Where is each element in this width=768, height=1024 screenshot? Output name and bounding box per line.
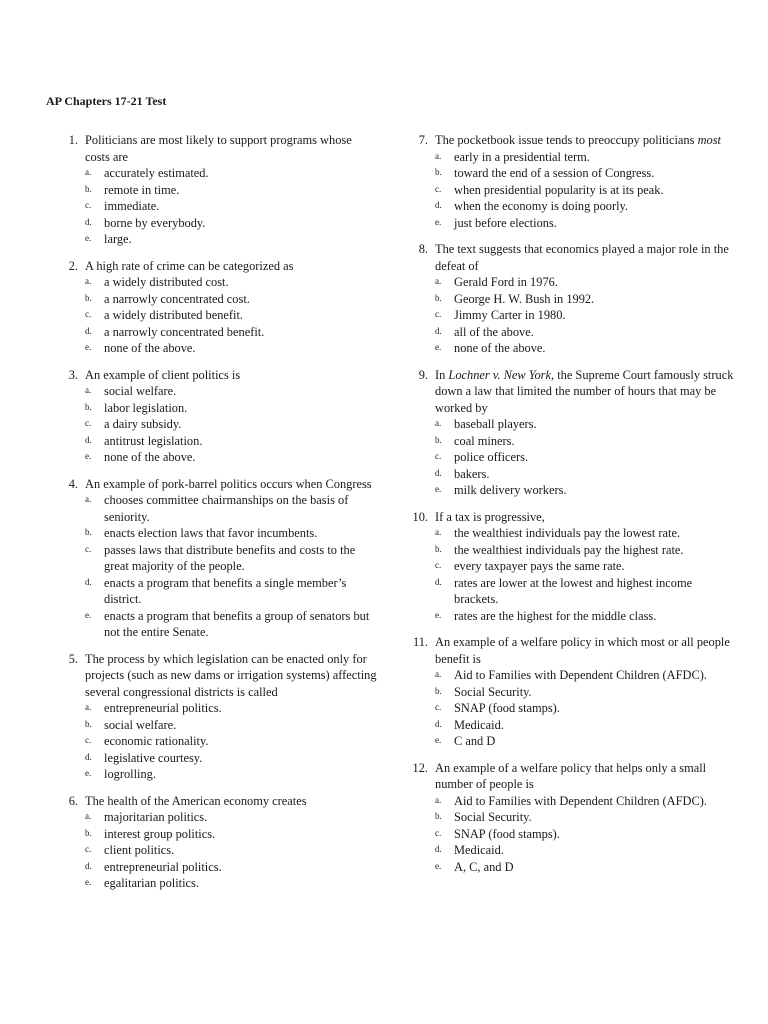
option-letter: c. [85,418,92,428]
question-4 [58,476,378,641]
option-text: majoritarian politics. [104,810,208,824]
option-text: Aid to Families with Dependent Children (AFDC). [454,793,707,808]
answer-option[interactable] [435,215,734,232]
option-text: a dairy subsidy. [104,417,182,431]
answer-option[interactable] [85,809,378,826]
option-letter: e. [435,860,442,871]
option-letter: e. [85,768,92,778]
answer-option[interactable] [435,466,734,483]
answer-option[interactable] [85,416,378,433]
option-text: immediate. [104,199,160,213]
question-number: 11. [412,635,428,649]
option-letter: c. [435,560,442,570]
stem-text: The pocketbook issue tends to preoccupy politicians [435,133,698,147]
option-letter: d. [435,718,442,729]
option-text: Jimmy Carter in 1980. [454,308,566,322]
option-letter: b. [435,811,442,821]
answer-option[interactable] [435,717,734,734]
answer-option[interactable] [85,766,378,783]
question-stem: The health of the American economy creates [85,793,307,808]
option-text: borne by everybody. [104,215,206,230]
answer-option[interactable] [85,165,378,182]
answer-option[interactable] [435,542,734,559]
answer-option[interactable] [85,291,378,308]
option-text: interest group politics. [104,826,216,841]
answer-option[interactable] [85,274,378,291]
answer-options [85,809,378,892]
answer-option[interactable] [85,340,378,357]
option-text: enacts a program that benefits a single member’s district. [104,575,347,606]
option-text: enacts a program that benefits a group of senators but not the entire Senate. [104,608,370,639]
answer-option[interactable] [435,149,734,166]
question-number: 2. [68,258,78,273]
answer-option[interactable] [435,198,734,215]
option-letter: d. [435,844,442,854]
option-text: remote in time. [104,182,180,197]
answer-option[interactable] [435,842,734,859]
answer-option[interactable] [435,416,734,433]
answer-option[interactable] [85,433,378,450]
question-stem: Politicians are most likely to support programs whose costs are [85,133,352,164]
question-11 [406,634,734,750]
option-text: baseball players. [454,417,537,431]
answer-options [85,492,378,641]
option-letter: b. [435,434,442,445]
option-letter: c. [85,309,92,319]
answer-option[interactable] [435,826,734,843]
answer-option[interactable] [435,482,734,499]
answer-option[interactable] [435,307,734,324]
option-text: Aid to Families with Dependent Children (AFDC). [454,668,707,682]
option-text: antitrust legislation. [104,433,203,448]
option-text: bakers. [454,466,490,481]
answer-option[interactable] [435,449,734,466]
stem-emphasis: most [697,133,721,147]
option-text: when the economy is doing poorly. [454,199,629,213]
option-letter: e. [85,451,92,461]
option-text: all of the above. [454,324,534,339]
option-letter: b. [85,527,92,537]
answer-option[interactable] [85,750,378,767]
option-letter: c. [435,183,442,194]
option-text: none of the above. [104,450,196,464]
option-letter: a. [85,276,92,286]
option-letter: a. [85,494,92,504]
answer-option[interactable] [85,492,378,525]
answer-option[interactable] [85,875,378,892]
answer-option[interactable] [85,324,378,341]
option-text: entrepreneurial politics. [104,859,222,874]
option-letter: c. [85,200,92,210]
answer-option[interactable] [85,859,378,876]
option-text: George H. W. Bush in 1992. [454,291,595,306]
option-letter: d. [85,576,92,587]
answer-options [435,416,734,499]
page-title: AP Chapters 17-21 Test [46,94,167,108]
answer-options [435,274,734,357]
option-text: economic rationality. [104,734,209,748]
option-letter: b. [435,685,442,696]
answer-option[interactable] [85,449,378,466]
option-letter: b. [85,827,92,838]
option-letter: d. [85,860,92,871]
option-letter: a. [85,385,92,395]
option-text: coal miners. [454,433,515,448]
option-letter: e. [435,216,442,227]
option-letter: b. [435,543,442,554]
option-letter: c. [85,543,92,554]
option-letter: b. [85,292,92,303]
option-text: chooses committee chairmanships on the basis of seniority. [104,493,349,524]
option-letter: e. [85,233,92,243]
option-text: logrolling. [104,767,156,781]
answer-option[interactable] [85,400,378,417]
option-letter: e. [85,877,92,887]
answer-option[interactable] [85,542,378,575]
answer-option[interactable] [85,215,378,232]
option-letter: e. [435,342,442,352]
answer-options [435,793,734,876]
answer-option[interactable] [85,383,378,400]
option-letter: c. [85,735,92,745]
answer-option[interactable] [435,165,734,182]
stem-text: An example of a welfare policy that helps only a small number of people is [435,760,707,791]
answer-options [85,165,378,248]
option-text: accurately estimated. [104,166,209,180]
option-letter: d. [85,325,92,336]
answer-option[interactable] [435,324,734,341]
question-10 [406,509,734,625]
option-text: entrepreneurial politics. [104,701,222,715]
option-text: the wealthiest individuals pay the lowest rate. [454,526,681,540]
question-number: 12. [412,760,428,775]
question-stem: An example of pork-barrel politics occurs when Congress [85,476,372,491]
option-letter: c. [435,309,442,319]
option-letter: e. [435,735,442,745]
question-6 [58,793,378,892]
question-9 [406,367,734,499]
option-letter: d. [435,200,442,210]
option-text: SNAP (food stamps). [454,701,560,715]
option-letter: d. [85,216,92,227]
question-number: 1. [68,133,78,147]
option-letter: b. [85,718,92,729]
option-letter: d. [435,467,442,478]
option-text: early in a presidential term. [454,149,590,164]
option-text: Gerald Ford in 1976. [454,275,558,289]
question-number: 10. [412,509,428,524]
answer-option[interactable] [435,700,734,717]
answer-option[interactable] [435,859,734,876]
option-text: the wealthiest individuals pay the highest rate. [454,542,684,557]
option-text: none of the above. [104,341,196,355]
option-text: a narrowly concentrated benefit. [104,324,265,339]
option-text: a widely distributed cost. [104,275,229,289]
option-letter: d. [435,325,442,336]
option-text: none of the above. [454,341,546,355]
question-number: 4. [68,476,78,491]
option-text: rates are lower at the lowest and highest income brackets. [454,575,693,606]
answer-options [85,274,378,357]
option-letter: e. [435,609,442,620]
answer-options [435,149,734,232]
question-2 [58,258,378,357]
option-text: legislative courtesy. [104,750,203,765]
answer-option[interactable] [435,558,734,575]
case-name: Lochner v. New York [448,367,551,382]
question-number: 3. [68,367,78,382]
question-stem [435,241,734,274]
answer-options [85,700,378,783]
answer-option[interactable] [85,608,378,641]
question-stem: The process by which legislation can be enacted only for projects (such as new dams or irrigation systems) affecting several congressional districts is called [85,651,377,699]
answer-option[interactable] [85,198,378,215]
answer-option[interactable] [435,684,734,701]
option-text: social welfare. [104,717,177,732]
answer-option[interactable] [85,842,378,859]
question-8 [406,241,734,357]
answer-option[interactable] [435,525,734,542]
answer-option[interactable] [435,433,734,450]
answer-option[interactable] [85,307,378,324]
option-text: large. [104,232,132,246]
question-stem [435,760,734,793]
option-letter: e. [85,342,92,352]
option-letter: a. [435,794,442,805]
option-text: toward the end of a session of Congress. [454,166,655,180]
question-stem [435,132,734,149]
option-text: Social Security. [454,684,532,699]
question-stem: A high rate of crime can be categorized as [85,258,294,273]
option-text: police officers. [454,450,529,464]
option-letter: a. [435,418,442,428]
option-letter: b. [435,292,442,303]
answer-option[interactable] [85,700,378,717]
option-letter: a. [85,167,92,177]
option-letter: a. [85,702,92,712]
option-text: A, C, and D [454,859,514,874]
option-text: egalitarian politics. [104,876,199,890]
option-text: enacts election laws that favor incumbents. [104,526,318,540]
answer-option[interactable] [435,793,734,810]
option-letter: d. [85,751,92,762]
option-letter: b. [85,401,92,412]
question-number: 5. [68,651,78,666]
stem-text: If a tax is progressive, [435,509,545,524]
option-letter: a. [435,527,442,537]
question-stem: An example of client politics is [85,367,241,382]
stem-text-after: , the Supreme Court famously struck down a law that limited the number of hours that may be worked by [435,367,734,415]
answer-options [435,667,734,750]
answer-option[interactable] [435,809,734,826]
option-text: Social Security. [454,810,532,824]
option-letter: b. [435,167,442,177]
answer-option[interactable] [435,340,734,357]
answer-option[interactable] [85,525,378,542]
answer-option[interactable] [435,274,734,291]
left-question-column [58,132,378,902]
option-text: just before elections. [454,215,557,230]
option-letter: a. [85,811,92,821]
option-letter: a. [435,276,442,286]
stem-text: The text suggests that economics played a major role in the defeat of [435,242,729,273]
question-number: 9. [418,367,428,382]
option-letter: c. [85,844,92,854]
answer-option[interactable] [435,667,734,684]
answer-option[interactable] [435,182,734,199]
question-stem [435,509,734,526]
option-text: SNAP (food stamps). [454,826,560,841]
answer-option[interactable] [435,733,734,750]
question-number: 6. [68,793,78,808]
answer-options [435,525,734,624]
answer-option[interactable] [85,733,378,750]
question-5 [58,651,378,783]
option-text: a widely distributed benefit. [104,308,244,322]
question-number: 8. [418,242,428,256]
option-text: social welfare. [104,384,177,398]
answer-options [85,383,378,466]
option-letter: a. [435,150,442,161]
stem-text: An example of a welfare policy in which most or all people benefit is [435,635,730,666]
answer-option[interactable] [435,291,734,308]
question-1 [58,132,378,248]
option-letter: d. [85,434,92,445]
answer-option[interactable] [85,717,378,734]
option-text: Medicaid. [454,717,504,732]
option-letter: d. [435,576,442,587]
option-text: client politics. [104,843,175,857]
option-text: passes laws that distribute benefits and costs to the great majority of the people. [104,542,356,573]
question-12 [406,760,734,876]
option-text: a narrowly concentrated cost. [104,291,250,306]
option-letter: b. [85,183,92,194]
question-number: 7. [418,133,428,147]
option-text: labor legislation. [104,400,188,415]
answer-option[interactable] [85,182,378,199]
option-text: rates are the highest for the middle class. [454,608,657,623]
option-text: every taxpayer pays the same rate. [454,559,625,573]
option-letter: e. [85,609,92,620]
option-letter: e. [435,484,442,494]
right-question-column [406,132,734,885]
question-stem [435,634,734,667]
question-stem [435,367,734,417]
option-letter: a. [435,669,442,679]
question-7 [406,132,734,231]
answer-option[interactable] [85,575,378,608]
stem-text: In [435,367,449,382]
option-text: when presidential popularity is at its peak. [454,182,664,197]
option-text: Medicaid. [454,843,504,857]
option-letter: c. [435,702,442,712]
question-3 [58,367,378,466]
answer-option[interactable] [435,575,734,608]
answer-option[interactable] [435,608,734,625]
option-text: C and D [454,734,496,748]
option-text: milk delivery workers. [454,483,567,497]
answer-option[interactable] [85,231,378,248]
answer-option[interactable] [85,826,378,843]
option-letter: c. [435,451,442,461]
option-letter: c. [435,827,442,838]
